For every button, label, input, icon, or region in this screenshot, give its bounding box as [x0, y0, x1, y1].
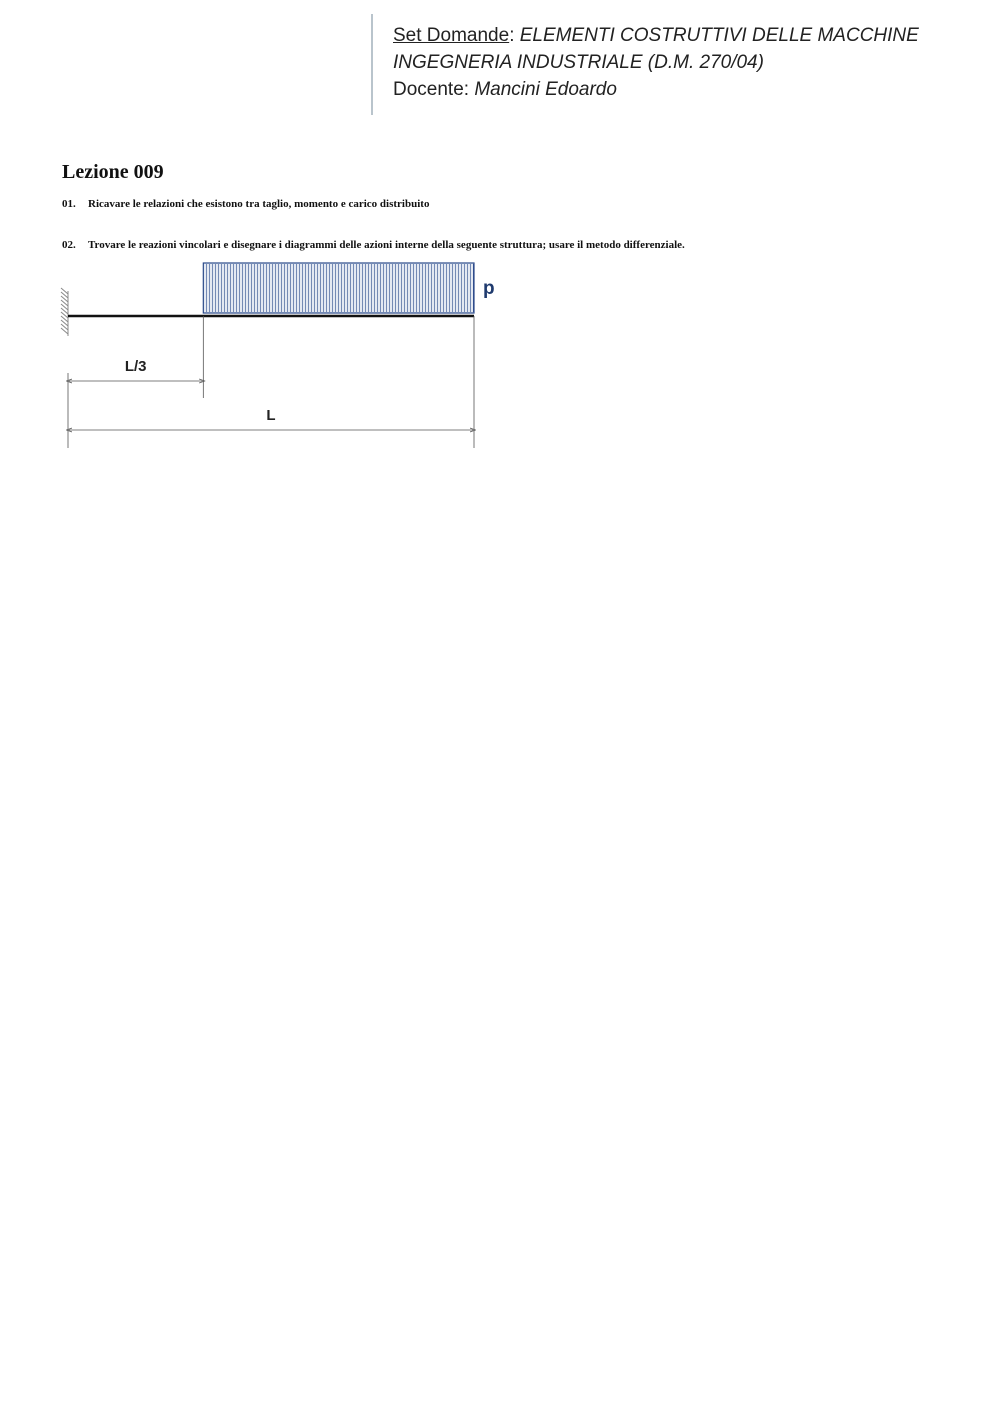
load-area — [203, 263, 474, 313]
header-divider — [371, 14, 373, 115]
question-number: 02. — [62, 239, 76, 251]
document-header — [393, 22, 919, 103]
lesson-title: Lezione 009 — [62, 161, 164, 183]
question-number: 01. — [62, 198, 76, 210]
course-line — [393, 22, 919, 49]
teacher-label: Docente: — [393, 79, 470, 100]
distributed-load — [203, 263, 474, 313]
set-separator: : — [509, 25, 515, 46]
load-label: p — [483, 278, 495, 299]
fixed-support — [61, 288, 68, 336]
question-item — [62, 198, 429, 210]
set-label: Set Domande — [393, 25, 510, 46]
question-text: Ricavare le relazioni che esistono tra taglio, momento e carico distribuito — [88, 198, 430, 210]
course-title: ELEMENTI COSTRUTTIVI DELLE MACCHINE — [519, 25, 919, 46]
beam-diagram — [55, 258, 515, 453]
program-line: INGEGNERIA INDUSTRIALE (D.M. 270/04) — [393, 52, 764, 73]
dimension-label-full: L — [266, 407, 276, 424]
question-item — [62, 239, 685, 251]
question-text: Trovare le reazioni vincolari e disegnare i diagrammi delle azioni interne della seguente struttura; usare il metodo differenziale. — [88, 239, 685, 251]
teacher-line — [393, 76, 919, 103]
dimension-label-short: L/3 — [124, 358, 147, 375]
teacher-name: Mancini Edoardo — [474, 79, 617, 100]
